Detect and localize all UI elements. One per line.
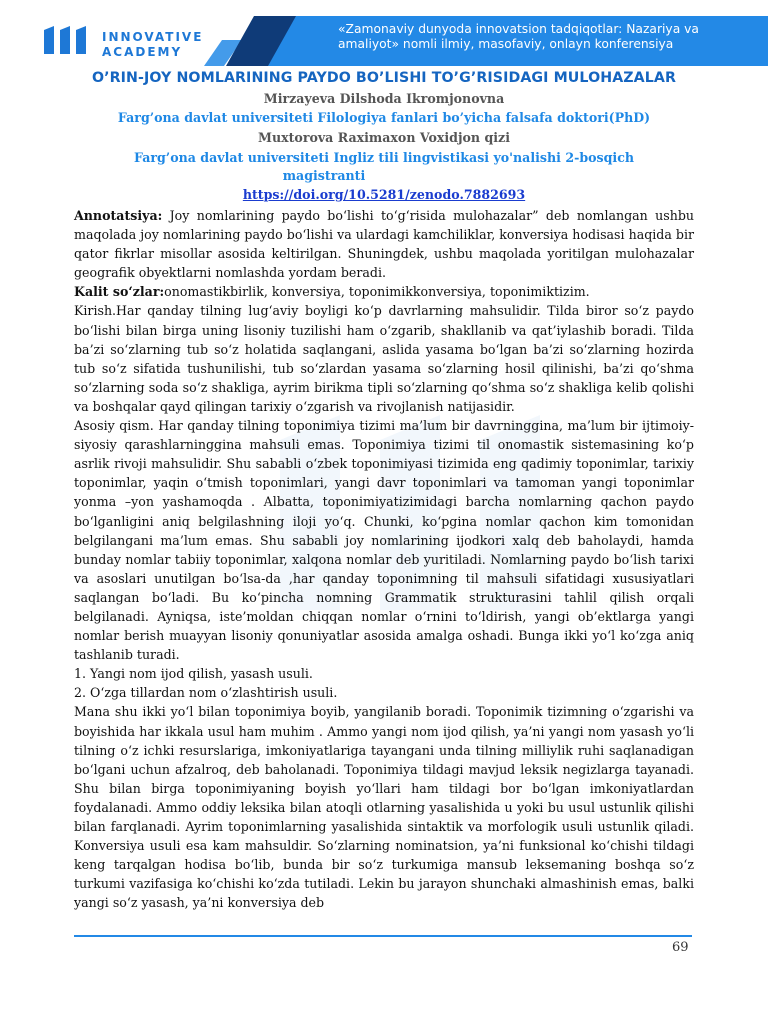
innovative-academy-logo-icon <box>38 24 96 56</box>
keywords-text: onomastikbirlik, konversiya, toponimikkonversiya, toponimiktizim. <box>164 284 590 300</box>
list-item-2: 2. O‘zga tillardan nom o‘zlashtirish usuli. <box>74 685 338 701</box>
annotation-paragraph <box>74 206 694 282</box>
article-title: O’RIN-JOY NOMLARINING PAYDO BO’LISHI TO’G’RISIDAGI MULOHAZALAR <box>92 70 676 86</box>
page-header <box>0 0 768 66</box>
annotation-text: Joy nomlarining paydo bo‘lishi to‘g‘risida mulohazalar” deb nomlangan ushbu maqolada joy nomlarining paydo bo‘lishi va ulardagi kamchiliklar, konversiya hodisasi haqida bir qator fikrlar misollar asosida keltirilgan. Shuningdek, ushbu maqolada yoritilgan mulohazalar geografik obyektlarni nomlashda yordam beradi. <box>74 208 694 281</box>
affiliation-2-line2: magistranti <box>282 168 366 183</box>
page-number: 69 <box>672 940 689 955</box>
footer-rule <box>74 935 692 937</box>
doi-link[interactable]: https://doi.org/10.5281/zenodo.7882693 <box>242 187 526 202</box>
main-paragraph: Asosiy qism. Har qanday tilning toponimiya tizimi ma’lum bir davrninggina, ma’lum bir ijtimoiy-siyosiy qarashlarninggina mahsuli emas. Toponimiya tizimi til onomastik sistemasining ko‘p asrlik rivoji mahsulidir. Shu sababli o‘zbek toponimiyasi tizimida eng qadimiy toponimlar, tarixiy toponimlar, yaqin o‘tmish toponimlari, yangi davr toponimlari va tamoman yangi toponimlar yonma –yon yashamoqda . Albatta, toponimiyatizimidagi barcha nomlarning qachon paydo bo‘lganligini aniq belgilashning iloji yo‘q. Chunki, ko‘pgina nomlar qachon kim tomonidan belgilangani ma’lum emas. Shu sababli joy nomlarining ijodkori xalq deb baholaydi, hamda bunday nomlar tabiiy toponimlar, xalqona nomlar deb yuritiladi. Nomlarning paydo bo‘lish tarixi va asoslari unutilgan bo‘lsa-da ,har qanday toponimning til mahsuli sifatidagi xususiyatlari saqlangan bo‘ladi. Bu ko‘pincha nomning Grammatik strukturasini tahlil qilish orqali belgilanadi. Ayniqsa, iste’moldan chiqqan nomlar o‘rnini to‘ldirish, yangi ob’ektlarga yangi nomlar berish muayyan lisoniy qonuniyatlar asosida amalga oshadi. Bunga ikki yo‘l ko‘zga aniq tashlanib turadi. <box>74 418 694 663</box>
keywords-label: Kalit so‘zlar: <box>74 284 165 300</box>
intro-paragraph: Kirish.Har qanday tilning lug‘aviy boyligi ko‘p davrlarning mahsulidir. Tilda biror so‘z paydo bo‘lishi bilan birga uning lisoniy tuzilishi ham o‘zgarib, shakllanib va qat’iylashib boradi. Tilda ba’zi so‘zlarning tub so‘z holatida saqlangani, aslida yasama bo‘lgan ba’zi so‘zlarning hozirda tub so‘z sifatida tushunilishi, tub so‘zlardan yasama so‘zlarning hosil qilinishi, ba’zi qo‘shma so‘zlarning soda so‘z shakliga, ayrim birikma tipli so‘zlarning qo‘shma so‘z shakliga kelib qolishi va boshqalar qayd qilingan tarixiy o‘zgarish va rivojlanish natijasidir. <box>74 303 694 414</box>
doi-line <box>0 187 768 202</box>
logo-wordmark <box>102 30 203 60</box>
article-body <box>74 206 694 912</box>
keywords-paragraph <box>74 282 694 301</box>
affiliation-1: Farg’ona davlat universiteti Filologiya fanlari bo’yicha falsafa doktori(PhD) <box>117 110 651 125</box>
list-item-1: 1. Yangi nom ijod qilish, yasash usuli. <box>74 666 313 682</box>
conference-title: «Zamonaviy dunyoda innovatsion tadqiqotlar: Nazariya va amaliyot» nomli ilmiy, masofaviy, onlayn konferensiya <box>338 22 699 51</box>
author-2: Muxtorova Raximaxon Voxidjon qizi <box>258 130 510 145</box>
logo-line2: ACADEMY <box>102 45 183 59</box>
logo-line1: INNOVATIVE <box>102 30 204 44</box>
annotation-label: Annotatsiya: <box>74 208 163 223</box>
author-1: Mirzayeva Dilshoda Ikromjonovna <box>263 91 505 106</box>
discussion-paragraph: Mana shu ikki yo‘l bilan toponimiya boyib, yangilanib boradi. Toponimik tizimning o‘zgarishi va boyishida har ikkala usul ham muhim . Ammo yangi nom ijod qilish, ya’ni yangi nom yasash yo‘li tilning o‘z ichki resurslariga, imkoniyatlariga tayangani unda tilning milliylik ruhi saqlanadigan bo‘lgani uchun afzalroq, deb baholanadi. Toponimiya tildagi mavjud leksik negizlarga tayanadi. Shu bilan birga toponimiyaning boyish yo‘llari ham tildagi bor bo‘lgan imkoniyatlardan foydalanadi. Ammo oddiy leksika bilan atoqli otlarning yasalishida u yoki bu usul ustunlik qilishi bilan farqlanadi. Ayrim toponimlarning yasalishida sintaktik va morfologik usuli ustunlik qiladi. Konversiya usuli esa kam mahsuldir. So‘zlarning nominatsion, ya’ni funksional ko‘chishi tildagi keng tarqalgan hodisa bo‘lib, bunda bir so‘z turkumiga mansub leksemaning boshqa so‘z turkumi vazifasiga ko‘chishi ko‘zda tutiladi. Lekin bu jarayon shunchaki almashinish emas, balki yangi so‘z yasash, ya’ni konversiya deb <box>74 704 694 911</box>
affiliation-2-line1: Farg’ona davlat universiteti Ingliz tili lingvistikasi yo'nalishi 2-bosqich <box>133 150 635 165</box>
